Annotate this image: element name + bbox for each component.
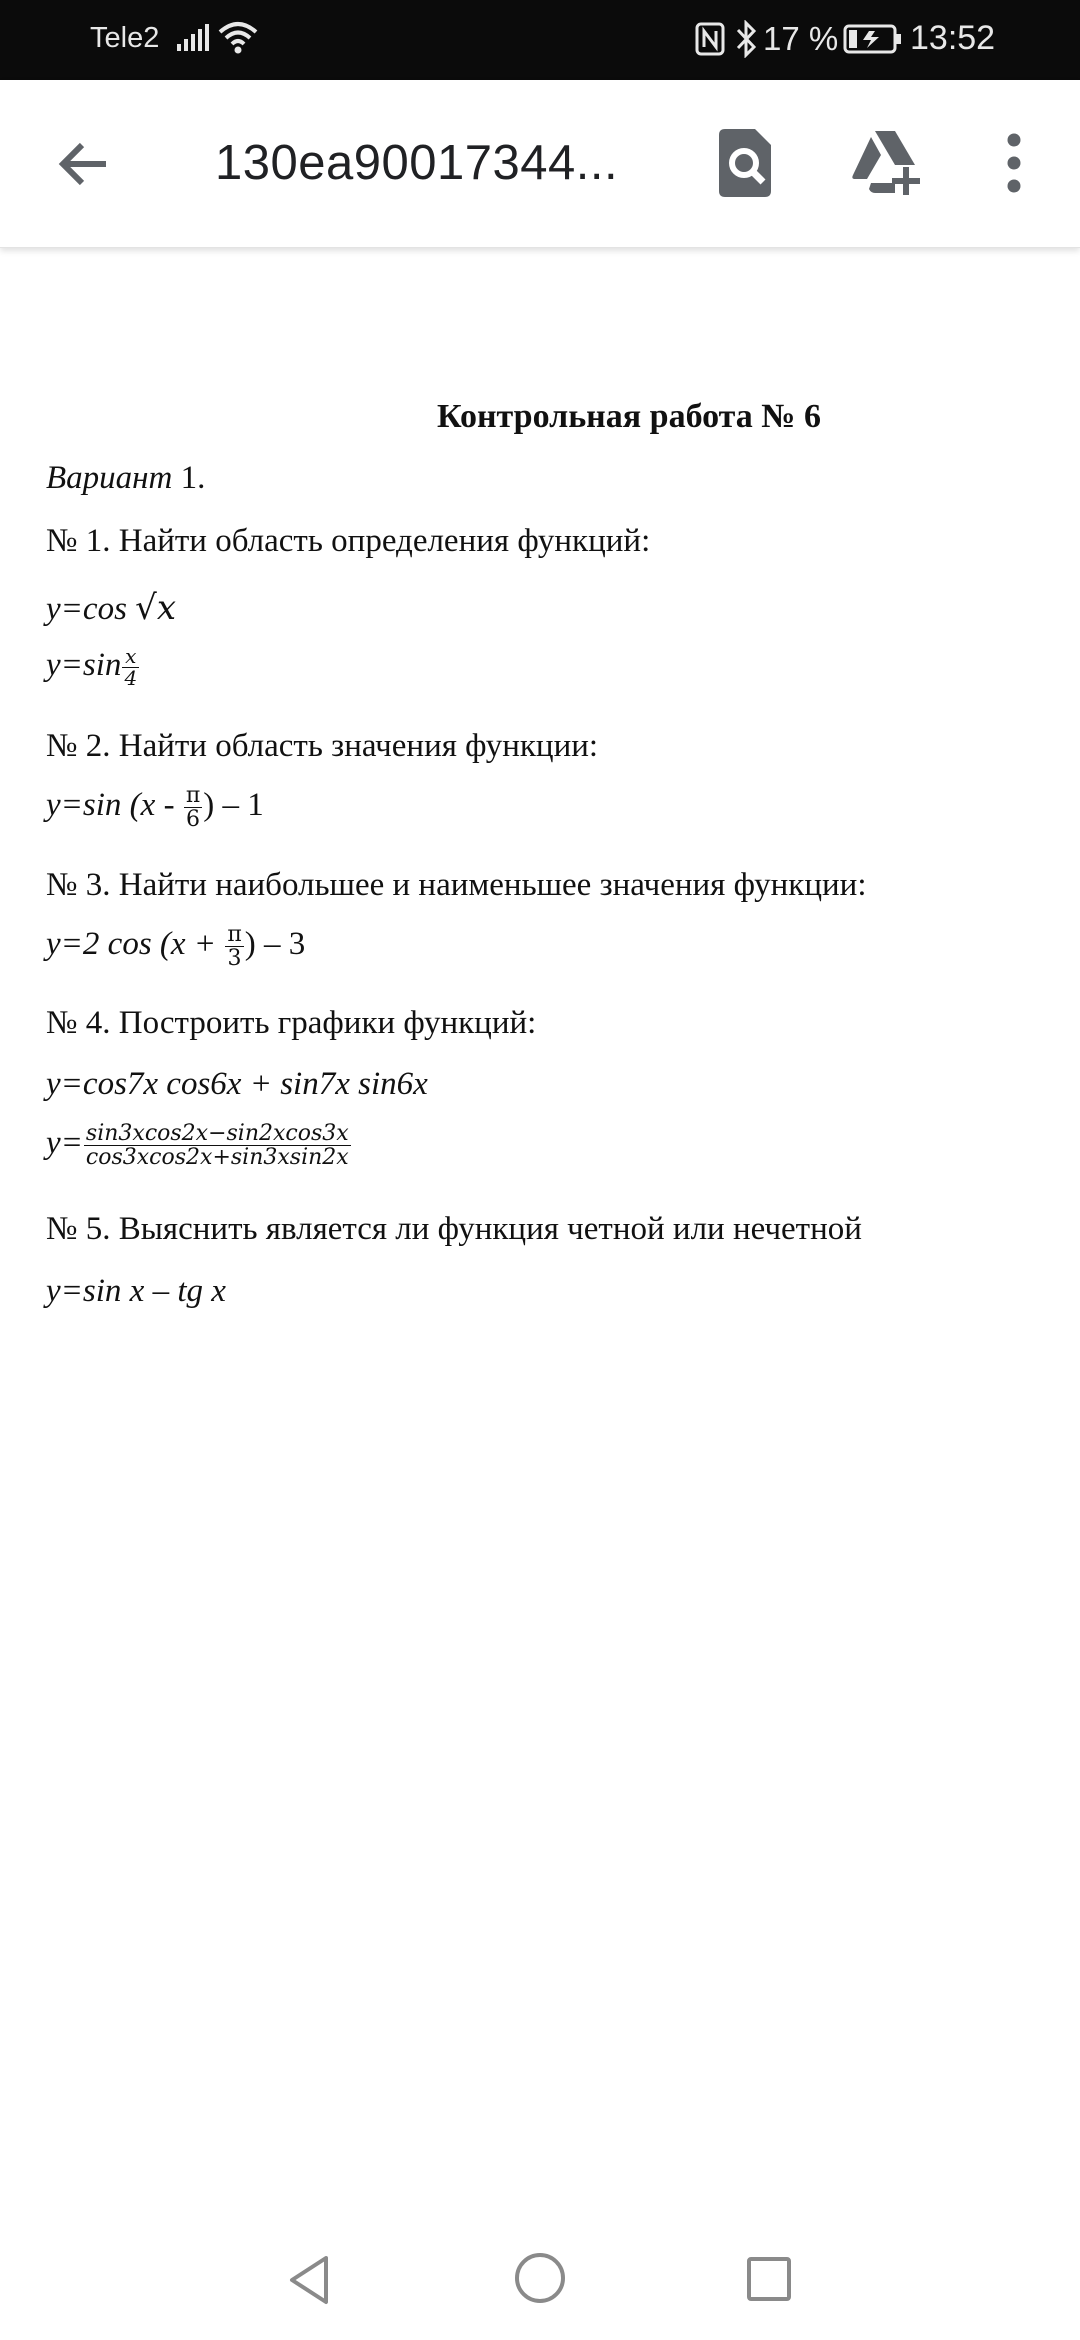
nav-home-icon[interactable] xyxy=(513,2251,567,2310)
clock: 13:52 xyxy=(910,19,996,57)
status-bar xyxy=(0,0,1080,80)
battery-percent: 17 % xyxy=(763,20,839,57)
fraction-denominator: 6 xyxy=(186,807,201,833)
back-arrow-icon[interactable] xyxy=(54,134,114,194)
formula-prefix: y= xyxy=(46,1125,83,1162)
task-1-formula-2 xyxy=(46,646,140,689)
document-title: 130ea90017344... xyxy=(215,136,619,190)
more-vert-icon[interactable] xyxy=(1003,132,1025,194)
fraction-numerator: sin3xcos2x−sin2xcos3x xyxy=(85,1121,349,1146)
fraction-numerator: π xyxy=(185,783,201,808)
task-5: № 5. Выяснить является ли функция четной или нечетной xyxy=(46,1211,862,1247)
bluetooth-icon xyxy=(735,20,759,63)
document-heading: Контрольная работа № 6 xyxy=(437,398,821,435)
fraction-denominator: cos3xcos2x+sin3xsin2x xyxy=(85,1145,349,1171)
task-1: № 1. Найти область определения функций: xyxy=(46,523,651,559)
battery-charging-icon xyxy=(843,24,903,59)
document-page xyxy=(0,248,1080,2208)
variant-line xyxy=(46,460,205,497)
task-4-formula-2 xyxy=(46,1122,352,1169)
nfc-icon xyxy=(695,22,725,61)
task-4: № 4. Построить графики функций: xyxy=(46,1005,537,1041)
formula-prefix: y=sin (x - xyxy=(46,787,183,824)
nav-back-icon[interactable] xyxy=(286,2254,332,2311)
app-bar xyxy=(0,80,1080,248)
fraction-numerator: π xyxy=(227,922,242,947)
task-2: № 2. Найти область значения функции: xyxy=(46,728,599,764)
fraction xyxy=(84,1122,351,1169)
wifi-icon xyxy=(218,20,258,61)
carrier-name: Tele2 xyxy=(90,22,160,54)
formula-prefix: y=cos xyxy=(46,591,136,627)
task-3-formula xyxy=(46,923,305,970)
formula-prefix: y=2 cos (x + xyxy=(46,926,225,963)
formula-prefix: y=sin xyxy=(46,647,122,684)
fraction-denominator: 3 xyxy=(227,946,242,972)
task-1-formula-1 xyxy=(46,588,176,628)
fraction xyxy=(184,784,202,831)
variant-label: Вариант xyxy=(46,460,173,496)
signal-icon xyxy=(176,24,210,57)
task-4-formula-1: y=cos7x cos6x + sin7x sin6x xyxy=(46,1066,428,1102)
nav-recents-icon[interactable] xyxy=(745,2255,793,2308)
sqrt-expression: √x xyxy=(135,588,176,628)
task-5-formula: y=sin x – tg x xyxy=(46,1273,226,1309)
formula-suffix: ) – 3 xyxy=(244,926,306,963)
fraction xyxy=(225,923,243,970)
fraction-numerator: x xyxy=(122,646,139,668)
formula-suffix: ) – 1 xyxy=(203,787,264,824)
add-to-drive-icon[interactable] xyxy=(851,127,923,197)
fraction-denominator: 4 xyxy=(124,666,138,690)
task-2-formula xyxy=(46,784,264,831)
variant-number: 1. xyxy=(172,460,206,496)
fraction xyxy=(122,646,139,689)
search-document-icon[interactable] xyxy=(713,127,777,199)
task-3: № 3. Найти наибольшее и наименьшее значения функции: xyxy=(46,867,867,903)
